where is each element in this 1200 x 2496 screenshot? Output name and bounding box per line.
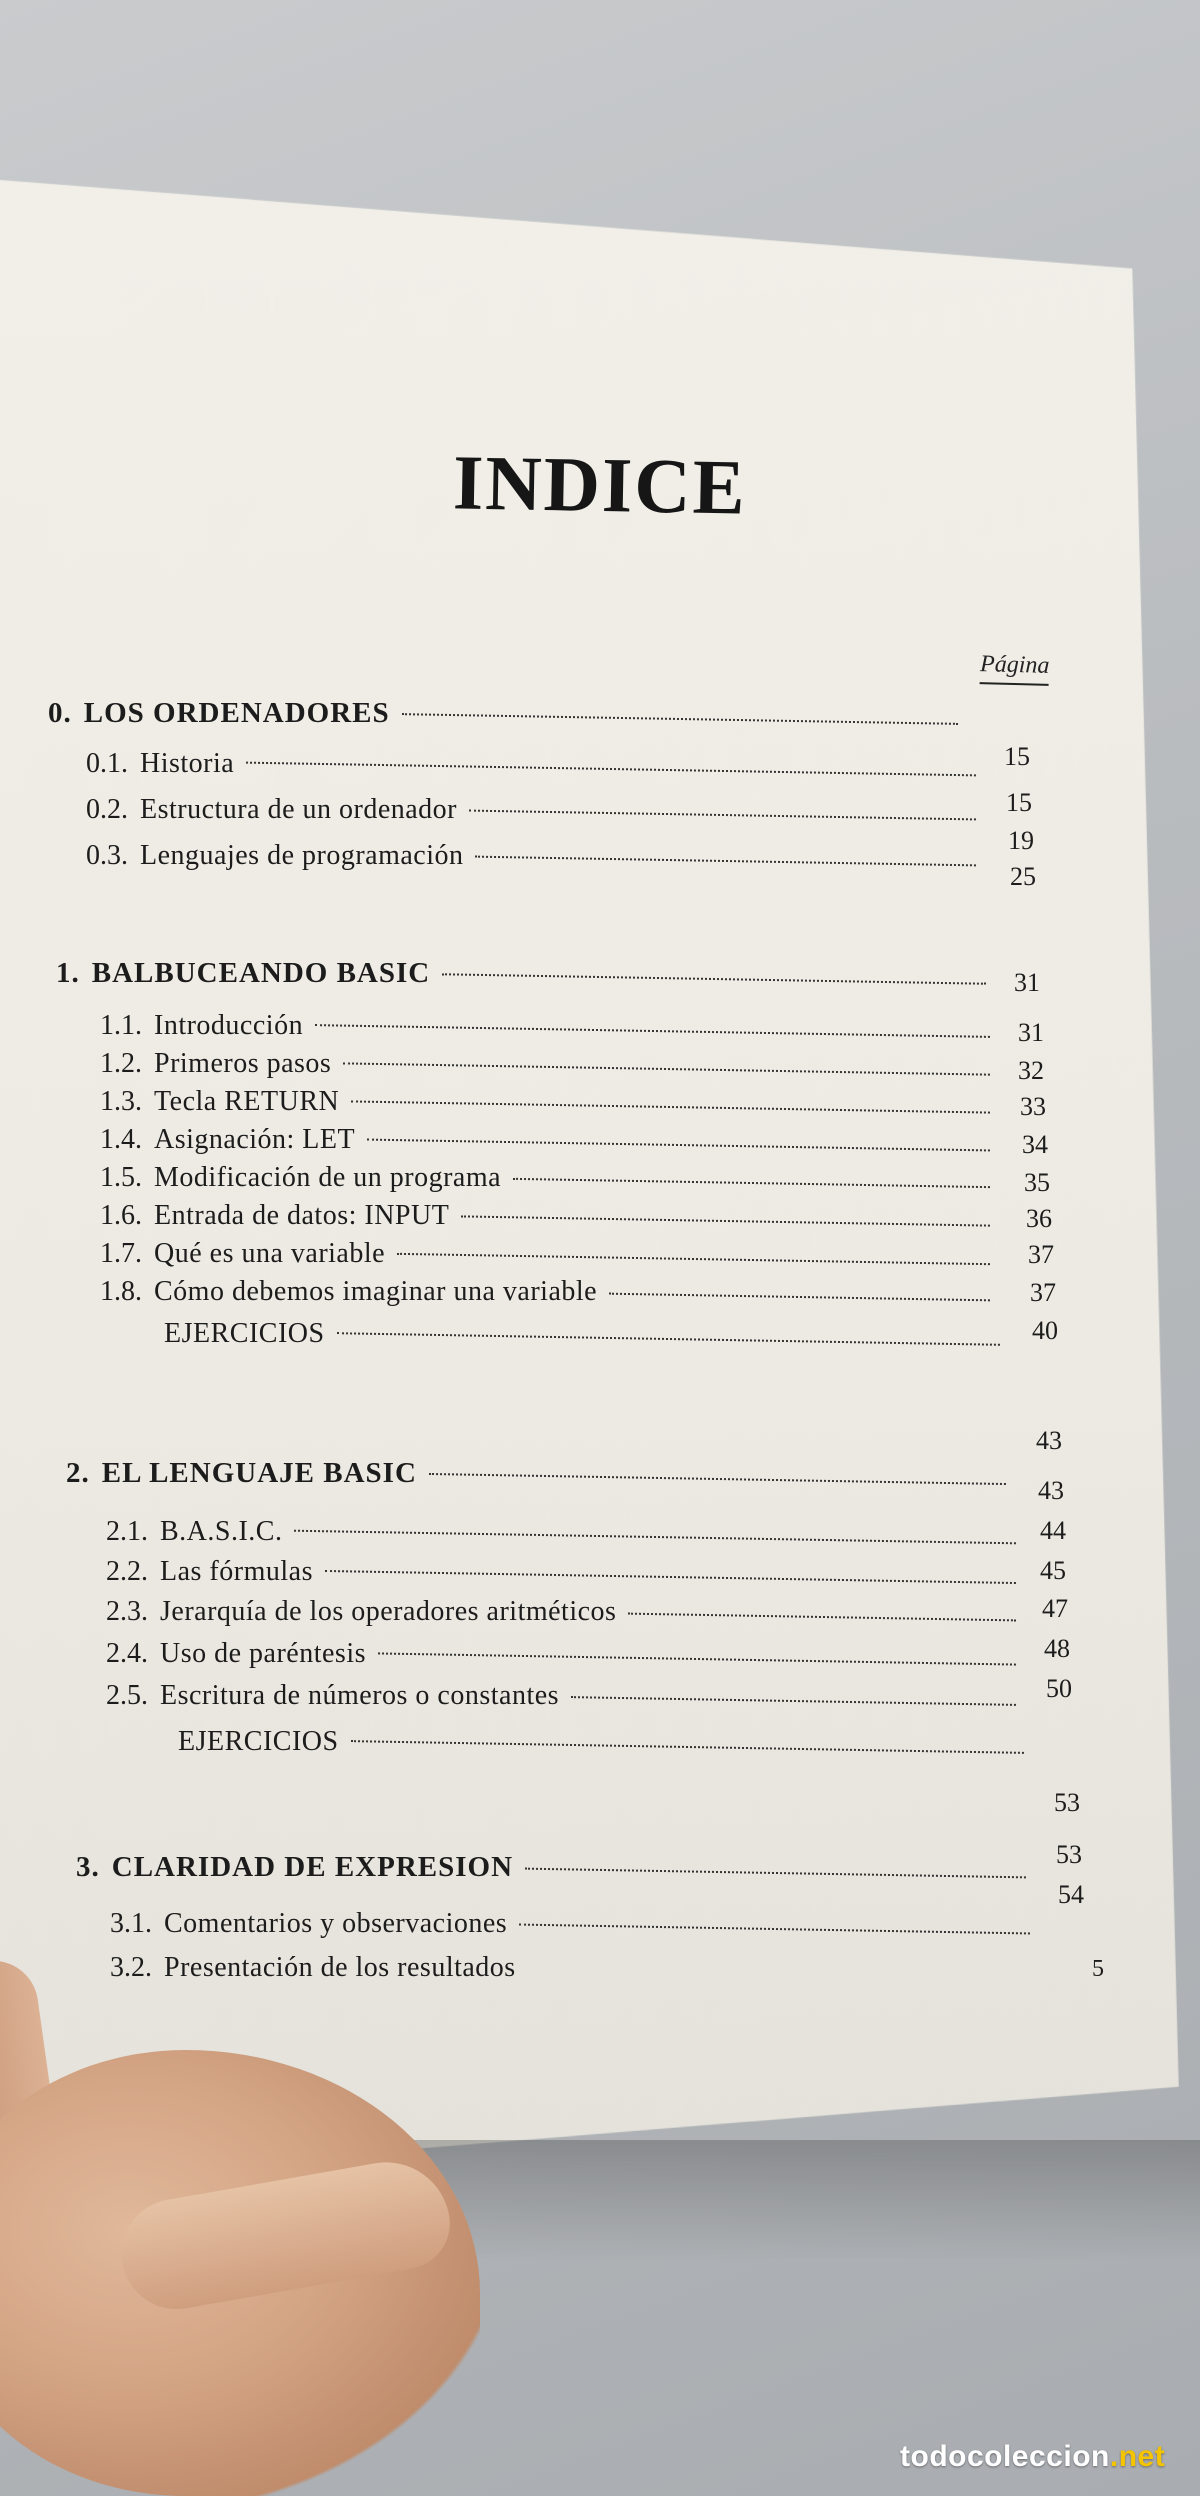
- entry-number: 3.1.: [110, 1908, 152, 1939]
- toc-entry: [106, 1630, 1026, 1670]
- dot-leader: [367, 1138, 990, 1152]
- entry-number: 2.5.: [106, 1680, 148, 1711]
- chapter-number: 2.: [66, 1457, 90, 1489]
- chapter-number: 3.: [76, 1851, 100, 1883]
- page-ref: 37: [1030, 1278, 1056, 1307]
- entry-title: Presentación de los resultados: [164, 1952, 516, 1983]
- entry-title: Escritura de números o constantes: [160, 1680, 560, 1711]
- toc-entry: [106, 1588, 1026, 1628]
- entry-title: Modificación de un programa: [154, 1162, 502, 1193]
- toc-entry: [164, 1718, 1034, 1758]
- entry-title: Las fórmulas: [160, 1556, 313, 1587]
- page-ref: 45: [1040, 1556, 1066, 1585]
- dot-leader: [294, 1529, 1015, 1545]
- page-ref: 34: [1022, 1130, 1048, 1159]
- entry-title: Primeros pasos: [154, 1048, 332, 1079]
- chapter-row: [76, 1844, 1036, 1884]
- dot-leader: [571, 1695, 1016, 1706]
- page-ref: 19: [1008, 826, 1034, 855]
- entry-title: Introducción: [154, 1010, 304, 1041]
- entry-number: 1.5.: [100, 1162, 142, 1193]
- entry-title: Cómo debemos imaginar una variable: [154, 1276, 598, 1307]
- toc-entry: [106, 1508, 1026, 1548]
- toc-entry: [86, 740, 986, 780]
- toc-entry: [86, 832, 986, 872]
- toc-entry: [100, 1154, 1000, 1194]
- page-ref: 31: [1014, 968, 1040, 997]
- entry-title: Historia: [140, 748, 235, 779]
- dot-leader: [351, 1099, 990, 1113]
- toc-entry: [106, 1548, 1026, 1588]
- page-ref: 15: [1006, 788, 1032, 817]
- entry-number: 1.3.: [100, 1086, 142, 1117]
- page-ref: 35: [1024, 1168, 1050, 1197]
- entry-number: 1.7.: [100, 1238, 142, 1269]
- dot-leader: [429, 1472, 1006, 1485]
- page-ref: 53: [1054, 1788, 1080, 1817]
- dot-leader: [351, 1739, 1024, 1754]
- entry-number: 2.4.: [106, 1638, 148, 1669]
- entry-title: Entrada de datos: INPUT: [154, 1200, 450, 1231]
- page-ref: 43: [1036, 1426, 1062, 1455]
- watermark: todocoleccion.net: [900, 2440, 1166, 2473]
- entry-number: 3.2.: [110, 1952, 152, 1983]
- entry-title: Qué es una variable: [154, 1238, 386, 1269]
- chapter-number: 1.: [56, 957, 80, 989]
- page-ref: 40: [1032, 1316, 1058, 1345]
- entry-title: Comentarios y observaciones: [164, 1908, 508, 1939]
- entry-number: 2.3.: [106, 1596, 148, 1627]
- entry-title: Uso de paréntesis: [160, 1638, 367, 1669]
- entry-number: 1.4.: [100, 1124, 142, 1155]
- dot-leader: [525, 1867, 1026, 1879]
- entry-title: Lenguajes de programación: [140, 840, 464, 871]
- page-ref: 48: [1044, 1634, 1070, 1663]
- page-ref: 44: [1040, 1516, 1066, 1545]
- entry-number: 2.2.: [106, 1556, 148, 1587]
- entry-title: Asignación: LET: [154, 1124, 356, 1155]
- page-ref: 36: [1026, 1204, 1052, 1233]
- chapter-row: [66, 1450, 1016, 1490]
- page-ref: 31: [1018, 1018, 1044, 1047]
- page-ref: 54: [1058, 1880, 1084, 1909]
- entry-number: 1.2.: [100, 1048, 142, 1079]
- page-ref: 50: [1046, 1674, 1072, 1703]
- dot-leader: [402, 712, 958, 725]
- page-ref: 32: [1018, 1056, 1044, 1085]
- toc-entry: [110, 1900, 1040, 1940]
- entry-number: 2.1.: [106, 1516, 148, 1547]
- chapter-title: BALBUCEANDO BASIC: [91, 957, 431, 989]
- toc-entry: [86, 786, 986, 826]
- dot-leader: [315, 1023, 990, 1038]
- page-ref: 47: [1042, 1594, 1068, 1623]
- chapter-row: [48, 690, 968, 730]
- dot-leader: [628, 1612, 1016, 1622]
- page-ref: 37: [1028, 1240, 1054, 1269]
- column-header: Página: [980, 651, 1050, 686]
- dot-leader: [246, 761, 976, 777]
- toc-entry: [106, 1672, 1026, 1712]
- dot-leader: [513, 1177, 990, 1188]
- entry-title: Jerarquía de los operadores aritméticos: [160, 1596, 617, 1627]
- chapter-row: [56, 950, 996, 990]
- entry-title: Tecla RETURN: [154, 1086, 340, 1117]
- entry-number: 1.6.: [100, 1200, 142, 1231]
- dot-leader: [397, 1252, 990, 1265]
- toc-entry: [110, 1944, 1040, 1984]
- entry-title: B.A.S.I.C.: [160, 1516, 283, 1547]
- chapter-title: LOS ORDENADORES: [83, 697, 390, 729]
- toc-entry: [100, 1040, 1000, 1080]
- dot-leader: [325, 1569, 1016, 1584]
- entry-title: EJERCICIOS: [164, 1318, 325, 1349]
- toc-entry: [100, 1192, 1000, 1232]
- chapter-title: CLARIDAD DE EXPRESION: [111, 1851, 514, 1883]
- page-ref: 33: [1020, 1092, 1046, 1121]
- dot-leader: [378, 1651, 1016, 1665]
- dot-leader: [475, 855, 975, 867]
- dot-leader: [469, 809, 976, 821]
- dot-leader: [343, 1061, 990, 1075]
- page-ref: 43: [1038, 1476, 1064, 1505]
- page-ref: 53: [1056, 1840, 1082, 1869]
- page-ref: 15: [1004, 742, 1030, 771]
- dot-leader: [609, 1292, 990, 1302]
- dot-leader: [337, 1331, 1000, 1346]
- toc-entry: [150, 1310, 1010, 1350]
- toc-entry: [100, 1002, 1000, 1042]
- entry-number: 1.1.: [100, 1010, 142, 1041]
- toc-entry: [100, 1230, 1000, 1270]
- toc-entry: [100, 1078, 1000, 1118]
- page-number: 5: [1092, 1956, 1104, 1982]
- entry-number: 0.2.: [86, 794, 128, 825]
- dot-leader: [442, 972, 986, 984]
- entry-number: 0.3.: [86, 840, 128, 871]
- page-title: INDICE: [452, 438, 748, 531]
- dot-leader: [461, 1214, 990, 1226]
- toc-entry: [100, 1116, 1000, 1156]
- page-ref: 25: [1010, 862, 1036, 891]
- dot-leader: [519, 1923, 1030, 1935]
- chapter-title: EL LENGUAJE BASIC: [101, 1457, 417, 1489]
- entry-title: EJERCICIOS: [178, 1726, 339, 1757]
- entry-title: Estructura de un ordenador: [140, 794, 457, 825]
- entry-number: 0.1.: [86, 748, 128, 779]
- entry-number: 1.8.: [100, 1276, 142, 1307]
- chapter-number: 0.: [48, 697, 72, 729]
- toc-entry: [100, 1268, 1000, 1308]
